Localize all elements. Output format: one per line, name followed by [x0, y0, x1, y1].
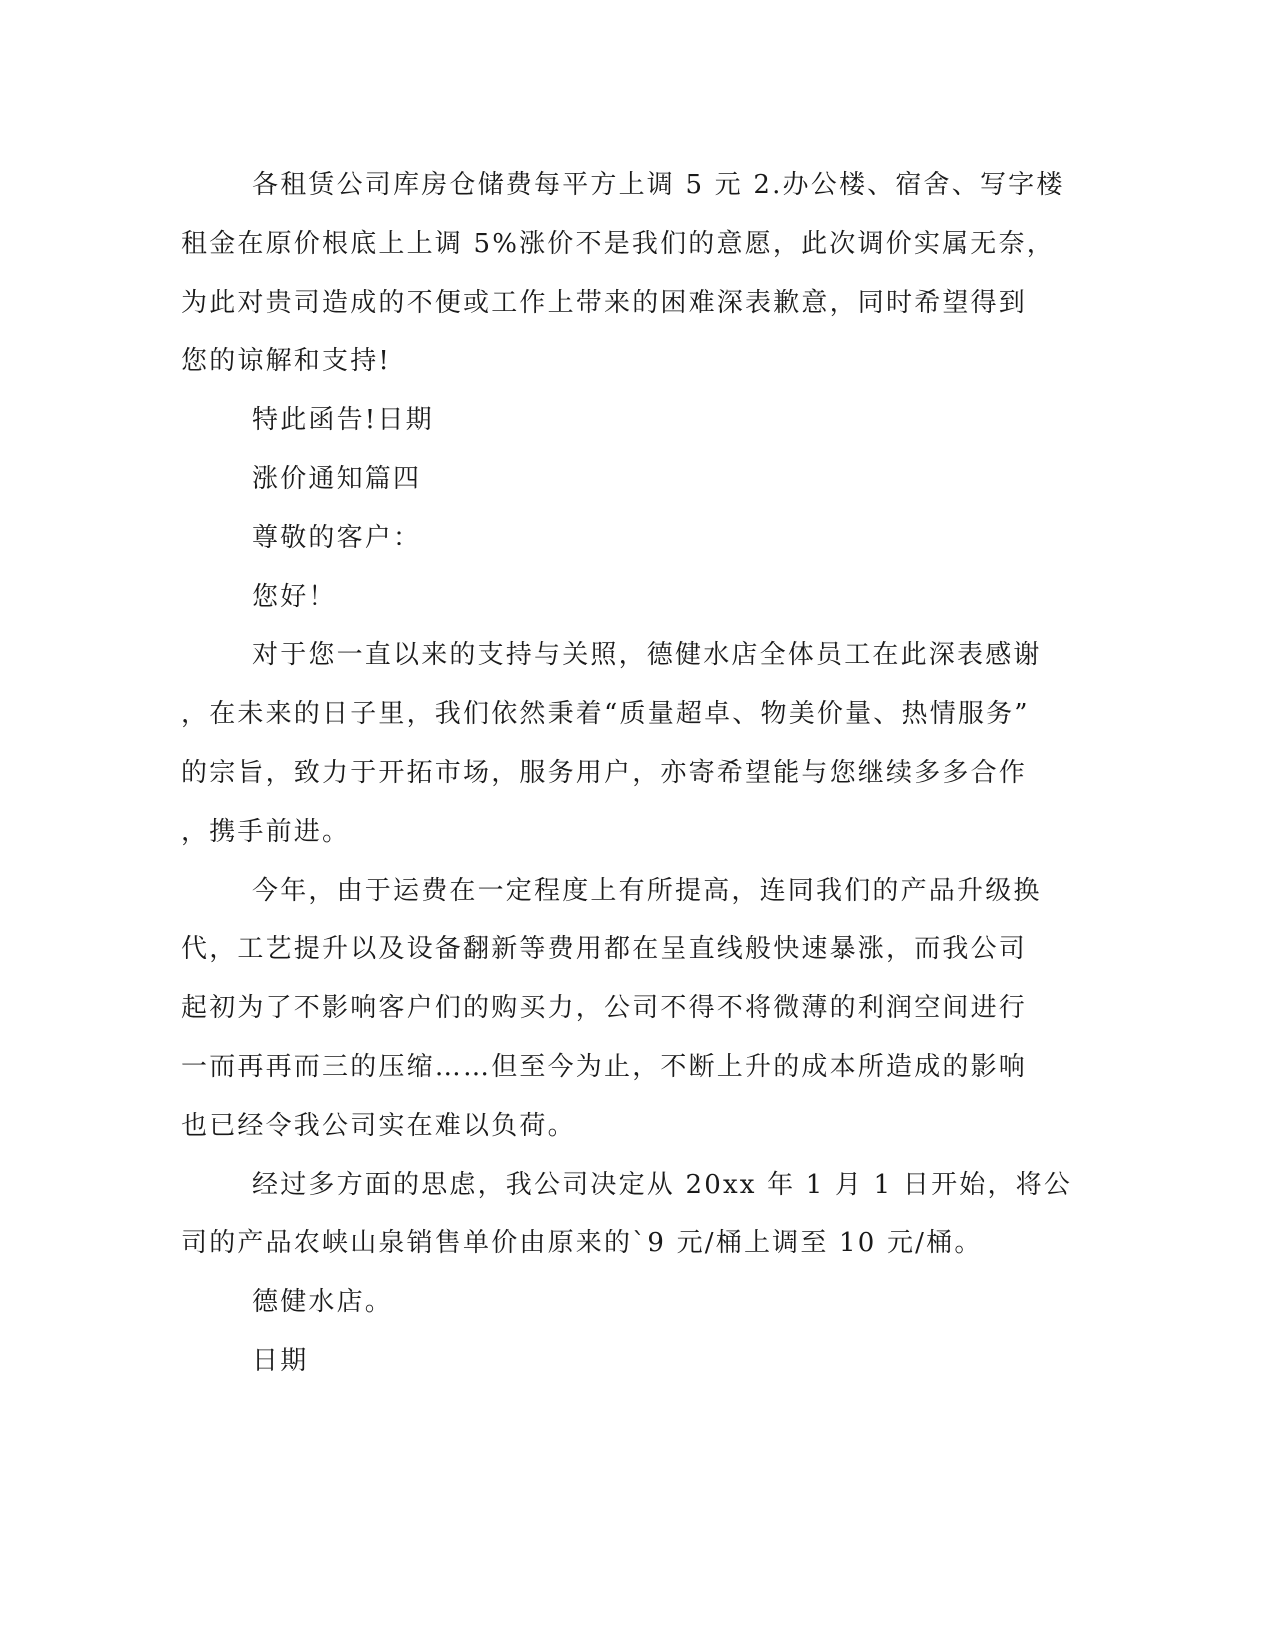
section-heading: 涨价通知篇四 [252, 463, 422, 494]
text-line-1: 各租赁公司库房仓储费每平方上调 5 元 2.办公楼、宿舍、写字楼 [252, 170, 1065, 200]
text-line-18: 经过多方面的思虑，我公司决定从 20xx 年 1 月 1 日开始，将公 [252, 1169, 1073, 1200]
text-line-12: ，携手前进。 [181, 816, 351, 847]
text-line-10: ，在未来的日子里，我们依然秉着“质量超卓、物美价量、热情服务” [181, 699, 1030, 730]
text-line-17: 也已经令我公司实在难以负荷。 [181, 1110, 576, 1141]
document-body [181, 156, 1073, 1391]
text-line-3: 为此对贵司造成的不便或工作上带来的困难深表歉意，同时希望得到 [181, 287, 1028, 318]
text-line-16: 一而再再而三的压缩……但至今为止，不断上升的成本所造成的影响 [181, 1051, 1028, 1082]
greeting: 您好！ [252, 581, 337, 612]
text-line-13: 今年，由于运费在一定程度上有所提高，连同我们的产品升级换 [252, 875, 1042, 906]
salutation: 尊敬的客户： [252, 522, 422, 553]
date-line: 日期 [252, 1345, 309, 1376]
text-line-14: 代，工艺提升以及设备翻新等费用都在呈直线般快速暴涨，而我公司 [181, 934, 1028, 965]
signature: 德健水店。 [252, 1287, 394, 1318]
text-line-15: 起初为了不影响客户们的购买力，公司不得不将微薄的利润空间进行 [181, 993, 1028, 1024]
text-line-9: 对于您一直以来的支持与关照，德健水店全体员工在此深表感谢 [252, 640, 1042, 671]
text-line-11: 的宗旨，致力于开拓市场，服务用户，亦寄希望能与您继续多多合作 [181, 757, 1028, 788]
text-line-19: 司的产品农峡山泉销售单价由原来的`9 元/桶上调至 10 元/桶。 [181, 1228, 983, 1259]
text-line-5: 特此函告!日期 [252, 405, 434, 436]
text-line-4: 您的谅解和支持! [181, 346, 392, 377]
text-line-2: 租金在原价根底上上调 5%涨价不是我们的意愿，此次调价实属无奈， [181, 228, 1055, 259]
